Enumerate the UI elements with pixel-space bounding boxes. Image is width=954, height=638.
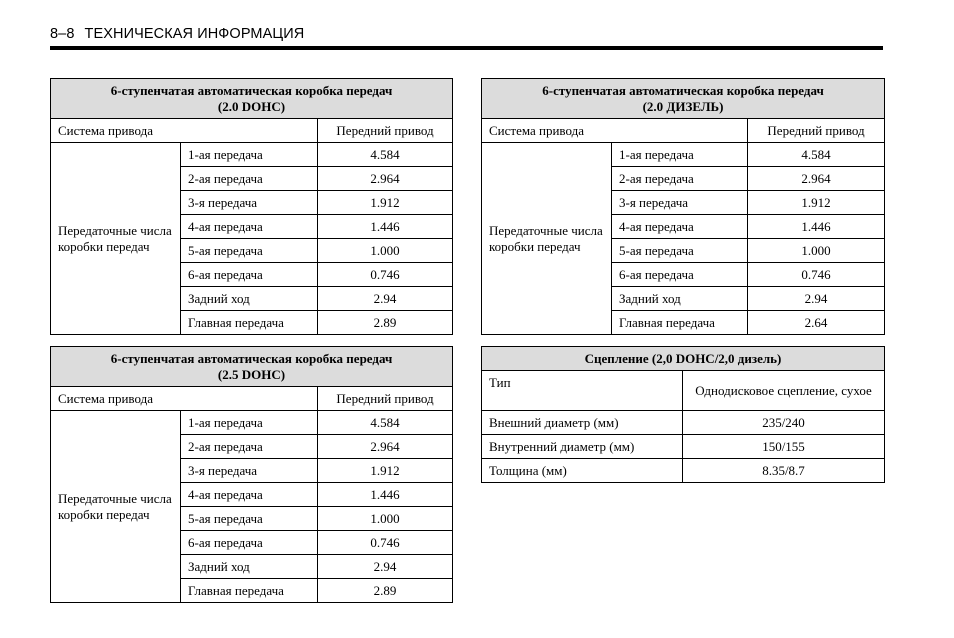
gear-ratio: 2.64	[748, 311, 885, 335]
gear-name: 6-ая передача	[181, 263, 318, 287]
table-row	[482, 459, 885, 483]
gear-name: 5-ая передача	[612, 239, 748, 263]
table-row	[51, 143, 453, 167]
gear-name: Задний ход	[181, 287, 318, 311]
gear-name: 3-я передача	[181, 191, 318, 215]
clutch-param-value: 150/155	[683, 435, 885, 459]
gear-ratio: 1.446	[318, 215, 453, 239]
gear-name: 4-ая передача	[181, 215, 318, 239]
table-row	[482, 119, 885, 143]
gear-ratio: 0.746	[318, 263, 453, 287]
drive-label: Система привода	[51, 387, 318, 411]
gear-ratio: 4.584	[318, 143, 453, 167]
table-20-diesel	[481, 78, 885, 335]
gear-ratio: 4.584	[748, 143, 885, 167]
gear-name: 4-ая передача	[612, 215, 748, 239]
drive-value: Передний привод	[318, 387, 453, 411]
page-number: 8–8	[50, 26, 75, 42]
title-line-1: 6-ступенчатая автоматическая коробка передач	[110, 82, 393, 98]
group-label: Передаточные числа коробки передач	[51, 143, 181, 335]
gear-name: 1-ая передача	[612, 143, 748, 167]
clutch-param-value: 8.35/8.7	[683, 459, 885, 483]
gear-ratio: 1.000	[748, 239, 885, 263]
section-title: ТЕХНИЧЕСКАЯ ИНФОРМАЦИЯ	[84, 26, 305, 42]
table-title: Сцепление (2,0 DOHC/2,0 дизель)	[482, 347, 885, 371]
table-row	[51, 387, 453, 411]
clutch-param-label: Толщина (мм)	[482, 459, 683, 483]
clutch-param-label: Внешний диаметр (мм)	[482, 411, 683, 435]
gear-ratio: 2.94	[748, 287, 885, 311]
gear-ratio: 1.912	[318, 459, 453, 483]
gear-ratio: 1.912	[748, 191, 885, 215]
title-line-1: 6-ступенчатая автоматическая коробка передач	[542, 82, 824, 98]
gear-ratio: 1.000	[318, 239, 453, 263]
title-line-2: (2.0 DOHC)	[217, 98, 286, 114]
gear-name: Задний ход	[181, 555, 318, 579]
gear-ratio: 4.584	[318, 411, 453, 435]
clutch-param-value: 235/240	[683, 411, 885, 435]
drive-label: Система привода	[51, 119, 318, 143]
gear-ratio: 2.89	[318, 311, 453, 335]
gear-name: 5-ая передача	[181, 239, 318, 263]
group-label: Передаточные числа коробки передач	[51, 411, 181, 603]
table-title	[51, 347, 453, 387]
gear-name: 6-ая передача	[181, 531, 318, 555]
gear-name: 1-ая передача	[181, 143, 318, 167]
gear-name: Главная передача	[181, 579, 318, 603]
gear-ratio: 2.94	[318, 555, 453, 579]
table-row	[482, 435, 885, 459]
gear-ratio: 2.89	[318, 579, 453, 603]
header-text	[50, 26, 314, 42]
gear-ratio: 0.746	[318, 531, 453, 555]
gear-ratio: 0.746	[748, 263, 885, 287]
title-line-1: 6-ступенчатая автоматическая коробка передач	[110, 350, 393, 366]
clutch-param-label: Внутренний диаметр (мм)	[482, 435, 683, 459]
drive-value: Передний привод	[318, 119, 453, 143]
gear-name: 2-ая передача	[181, 435, 318, 459]
clutch-type-label: Тип	[482, 371, 683, 411]
table-row	[482, 143, 885, 167]
group-label: Передаточные числа коробки передач	[482, 143, 612, 335]
header-rule	[50, 46, 883, 50]
table-row	[51, 119, 453, 143]
title-line-2: (2.5 DOHC)	[217, 366, 286, 382]
gear-ratio: 2.964	[318, 435, 453, 459]
table-clutch	[481, 346, 885, 483]
gear-name: 3-я передача	[612, 191, 748, 215]
gear-name: 3-я передача	[181, 459, 318, 483]
table-row	[51, 411, 453, 435]
clutch-type-value: Однодисковое сцепление, сухое	[683, 371, 885, 411]
table-title	[482, 79, 885, 119]
table-title	[51, 79, 453, 119]
page-header	[50, 25, 883, 51]
table-25-dohc	[50, 346, 453, 603]
table-row	[482, 371, 885, 411]
drive-value: Передний привод	[748, 119, 885, 143]
gear-ratio: 1.446	[748, 215, 885, 239]
gear-name: Главная передача	[181, 311, 318, 335]
gear-name: Задний ход	[612, 287, 748, 311]
gear-name: 6-ая передача	[612, 263, 748, 287]
table-20-dohc	[50, 78, 453, 335]
gear-name: 2-ая передача	[181, 167, 318, 191]
gear-ratio: 1.000	[318, 507, 453, 531]
gear-name: 4-ая передача	[181, 483, 318, 507]
gear-ratio: 2.94	[318, 287, 453, 311]
drive-label: Система привода	[482, 119, 748, 143]
gear-name: 5-ая передача	[181, 507, 318, 531]
gear-ratio: 2.964	[748, 167, 885, 191]
gear-name: Главная передача	[612, 311, 748, 335]
gear-ratio: 2.964	[318, 167, 453, 191]
gear-ratio: 1.912	[318, 191, 453, 215]
gear-ratio: 1.446	[318, 483, 453, 507]
gear-name: 2-ая передача	[612, 167, 748, 191]
table-row	[482, 411, 885, 435]
gear-name: 1-ая передача	[181, 411, 318, 435]
title-line-2: (2.0 ДИЗЕЛЬ)	[642, 98, 724, 114]
